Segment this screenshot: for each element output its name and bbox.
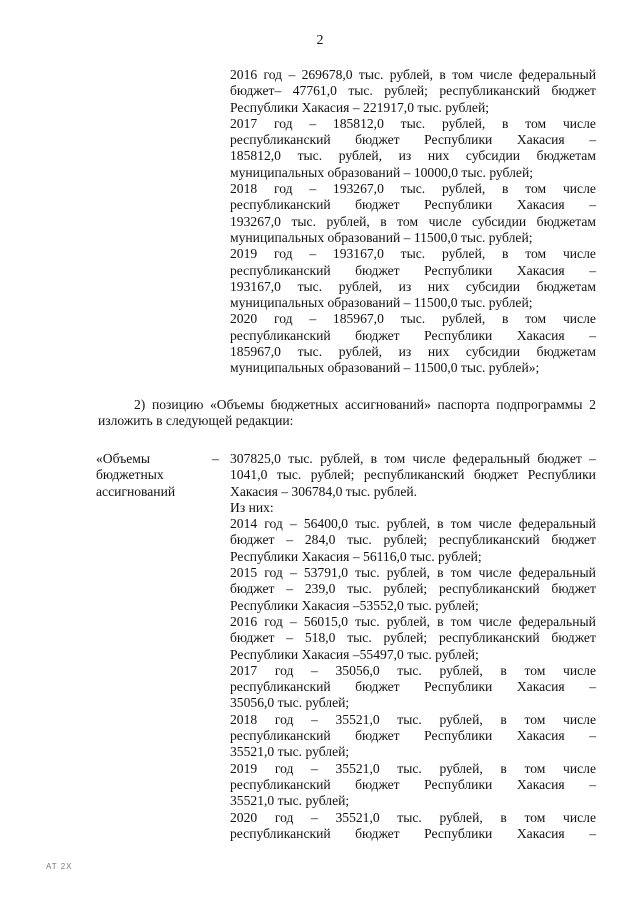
- text-line: [230, 279, 596, 295]
- word: –: [309, 246, 317, 262]
- text-line: муниципальных образований – 11500,0 тыс. рублей»;: [230, 360, 540, 376]
- text-line: [230, 516, 596, 532]
- text-line: [230, 197, 596, 213]
- word: субсидии: [472, 213, 527, 229]
- word: бюджет: [355, 679, 400, 695]
- word: бюджет: [355, 132, 400, 148]
- word: субсидии: [465, 344, 521, 360]
- word: тыс.: [397, 809, 422, 825]
- word: 193167,0: [332, 246, 384, 262]
- word: в: [380, 213, 387, 229]
- word: числе: [563, 662, 596, 678]
- word: 35056,0: [335, 662, 380, 678]
- word: в: [502, 115, 509, 131]
- word: –: [589, 679, 596, 695]
- text-line: [230, 344, 596, 360]
- word: бюджет: [230, 532, 275, 548]
- word: республиканский: [230, 825, 331, 841]
- word: 284,0: [304, 532, 336, 548]
- word: год: [274, 760, 294, 776]
- word: позицию: [151, 397, 204, 412]
- word: год: [263, 67, 283, 82]
- word: –: [589, 197, 596, 213]
- word: Республики: [424, 776, 493, 792]
- word: рублей,: [386, 613, 431, 629]
- word: них: [427, 278, 450, 294]
- word: бюджетам: [536, 148, 596, 164]
- word: 2020: [230, 311, 258, 327]
- word: тыс.: [297, 278, 323, 294]
- word: бюджет: [230, 630, 275, 646]
- word: республиканский: [230, 327, 331, 343]
- word: из: [398, 344, 412, 360]
- word: бюджет: [355, 776, 400, 792]
- text-line: [230, 328, 596, 344]
- text-line: [230, 83, 596, 99]
- word: республиканский: [230, 262, 331, 278]
- text-line: [230, 181, 596, 197]
- word: –: [289, 565, 297, 581]
- word: Хакасия: [516, 327, 565, 343]
- word: тыс.: [297, 148, 323, 164]
- text-line: [230, 826, 596, 842]
- word: бюджет: [355, 197, 400, 213]
- word: в: [439, 67, 446, 82]
- word: тыс.: [348, 83, 373, 99]
- word: Республики: [424, 327, 493, 343]
- text-line: 35521,0 тыс. рублей;: [230, 793, 350, 809]
- word: –: [289, 516, 297, 532]
- text-line: [230, 810, 596, 826]
- word: тыс.: [347, 532, 372, 548]
- word: 2017: [230, 662, 258, 678]
- word: бюджетам: [536, 344, 596, 360]
- text-line: [230, 728, 596, 744]
- word: в: [500, 760, 507, 776]
- word: рублей,: [338, 278, 383, 294]
- word: год: [274, 711, 294, 727]
- word: том: [525, 115, 547, 131]
- text-line: 35521,0 тыс. рублей;: [230, 744, 350, 760]
- word: рублей,: [439, 760, 483, 776]
- word: –: [311, 809, 318, 825]
- word: том: [525, 311, 547, 327]
- word: том: [525, 181, 547, 197]
- word: Республики: [424, 728, 493, 744]
- word: год: [264, 613, 283, 629]
- word: тыс.: [297, 344, 323, 360]
- text-line: [230, 761, 596, 777]
- word: 185967,0: [332, 311, 384, 327]
- word: –: [286, 532, 294, 548]
- word: субсидии: [465, 278, 521, 294]
- word: Хакасия: [516, 776, 565, 792]
- word: 2017: [230, 115, 258, 131]
- word: рублей,: [386, 516, 431, 532]
- word: «Объемы: [210, 397, 264, 412]
- word: –: [589, 451, 596, 466]
- word: –: [589, 776, 596, 792]
- word: числе: [412, 451, 446, 466]
- text-line: 35056,0 тыс. рублей;: [230, 695, 350, 711]
- word: бюджет: [537, 451, 582, 466]
- word: 35521,0: [335, 760, 380, 776]
- word: 2: [589, 397, 596, 412]
- word: бюджет: [473, 467, 519, 483]
- word: числе: [428, 213, 462, 229]
- word: 239,0: [304, 581, 336, 597]
- word: Хакасия: [516, 262, 565, 278]
- word: бюджет: [551, 581, 596, 597]
- word: том: [450, 565, 472, 581]
- text-line: [230, 532, 596, 548]
- word: –: [589, 728, 596, 744]
- word: том: [450, 516, 472, 532]
- word: рублей,: [439, 711, 483, 727]
- word: рублей,: [441, 311, 486, 327]
- word: из: [398, 278, 412, 294]
- word: рублей,: [320, 451, 364, 466]
- label-line: ассигнований: [96, 483, 176, 499]
- word: 518,0: [304, 630, 336, 646]
- text-line: Республики Хакасия – 221917,0 тыс. рублей;: [230, 99, 489, 115]
- word: республиканский: [439, 532, 540, 548]
- word: числе: [562, 311, 596, 327]
- word: Хакасия: [516, 679, 565, 695]
- word: в: [502, 246, 509, 262]
- amendment-intro-line: [98, 397, 596, 413]
- word: –: [589, 825, 596, 841]
- word: 193167,0: [230, 278, 281, 294]
- word: тыс.: [355, 613, 380, 629]
- word: подпрограммы: [496, 397, 583, 412]
- word: год: [274, 809, 294, 825]
- word: республиканский: [363, 467, 465, 483]
- word: рублей,: [439, 809, 483, 825]
- word: Республики: [527, 467, 596, 483]
- word: тыс.: [347, 630, 372, 646]
- word: 2015: [230, 565, 258, 581]
- word: числе: [563, 809, 596, 825]
- word: 2016: [230, 613, 258, 629]
- word: федеральный: [518, 516, 596, 532]
- word: тыс.: [347, 581, 372, 597]
- text-line: [230, 663, 596, 679]
- word: в: [500, 711, 507, 727]
- word: субсидии: [465, 148, 521, 164]
- word: том: [397, 213, 419, 229]
- amendment-intro: [98, 397, 596, 430]
- word: республиканский: [230, 728, 331, 744]
- word: в: [370, 451, 378, 466]
- word: тыс.: [400, 181, 426, 197]
- word: –: [311, 760, 318, 776]
- word: год: [264, 565, 283, 581]
- word: республиканский: [230, 679, 331, 695]
- word: рублей,: [441, 246, 486, 262]
- word: республиканский: [230, 132, 331, 148]
- word: федеральный: [518, 67, 596, 82]
- word: 2): [134, 397, 146, 412]
- word: –: [311, 662, 318, 678]
- word: том: [525, 246, 547, 262]
- text-line: [230, 630, 596, 646]
- word: тыс.: [400, 311, 426, 327]
- word: тыс.: [355, 516, 380, 532]
- word: бюджет–: [230, 83, 282, 99]
- word: –: [309, 181, 317, 197]
- word: числе: [563, 711, 596, 727]
- word: –: [589, 327, 596, 343]
- word: тыс.: [400, 246, 426, 262]
- word: бюджет: [551, 532, 596, 548]
- word: в: [437, 516, 444, 532]
- word: республиканский: [439, 581, 540, 597]
- word: –: [286, 581, 294, 597]
- word: –: [309, 115, 317, 131]
- word: бюджет: [355, 728, 400, 744]
- label-line: бюджетных: [96, 467, 164, 483]
- word: тыс.: [400, 115, 426, 131]
- text-line: [230, 581, 596, 597]
- word: том: [450, 613, 472, 629]
- word: 47761,0: [292, 83, 337, 99]
- budget-allocations-block: [230, 451, 596, 842]
- text-line: [230, 565, 596, 581]
- word: бюджетам: [536, 278, 596, 294]
- word: –: [589, 132, 596, 148]
- word: 193267,0: [230, 213, 281, 229]
- word: 2018: [230, 181, 258, 197]
- word: числе: [563, 760, 596, 776]
- word: рублей;: [310, 467, 355, 483]
- word: рублей,: [439, 662, 483, 678]
- word: год: [273, 115, 293, 131]
- word: в: [502, 181, 509, 197]
- word: тыс.: [397, 711, 422, 727]
- word: рублей;: [383, 532, 428, 548]
- word: 185812,0: [230, 148, 281, 164]
- word: Хакасия: [516, 728, 565, 744]
- word: год: [274, 662, 294, 678]
- word: –: [309, 311, 317, 327]
- page-number: 2: [316, 33, 324, 48]
- word: республиканский: [439, 83, 541, 99]
- word: в: [437, 613, 444, 629]
- word: 2019: [230, 760, 258, 776]
- word: том: [452, 67, 474, 82]
- word: бюджет: [551, 630, 596, 646]
- label-line: «Объемы: [96, 451, 150, 466]
- word: 193267,0: [332, 181, 384, 197]
- word: в: [500, 662, 507, 678]
- text-line: [230, 246, 596, 262]
- word: рублей,: [338, 344, 383, 360]
- word: –: [286, 630, 294, 646]
- word: 185812,0: [332, 115, 384, 131]
- word: тыс.: [276, 467, 302, 483]
- word: 269678,0: [301, 67, 353, 82]
- word: Республики: [424, 197, 493, 213]
- word: числе: [562, 246, 596, 262]
- word: в: [502, 311, 509, 327]
- word: числе: [478, 516, 512, 532]
- word: год: [264, 516, 283, 532]
- word: рублей,: [389, 67, 434, 82]
- word: 53791,0: [303, 565, 349, 581]
- text-line: Из них:: [230, 499, 274, 515]
- word: числе: [562, 181, 596, 197]
- word: числе: [562, 115, 596, 131]
- word: ассигнований»: [344, 397, 431, 412]
- word: рублей,: [441, 115, 486, 131]
- word: рублей;: [383, 630, 428, 646]
- word: Хакасия: [516, 825, 565, 841]
- text-line: Республики Хакасия –53552,0 тыс. рублей;: [230, 597, 479, 613]
- word: числе: [478, 565, 512, 581]
- word: бюджет: [551, 83, 596, 99]
- word: в: [437, 565, 444, 581]
- word: бюджет: [355, 327, 400, 343]
- word: Хакасия: [516, 197, 565, 213]
- word: бюджет: [355, 262, 400, 278]
- budget-allocations-label: [96, 451, 206, 500]
- word: Республики: [424, 825, 493, 841]
- word: –: [289, 613, 297, 629]
- word: них: [427, 148, 450, 164]
- word: рублей;: [383, 581, 428, 597]
- word: 2020: [230, 809, 258, 825]
- word: Республики: [424, 132, 493, 148]
- word: числе: [479, 67, 513, 82]
- text-line: [230, 214, 596, 230]
- text-line: [230, 467, 596, 483]
- word: числе: [478, 613, 512, 629]
- word: тыс.: [397, 760, 422, 776]
- word: Хакасия: [516, 132, 565, 148]
- word: республиканский: [230, 776, 331, 792]
- word: 185967,0: [230, 344, 281, 360]
- word: рублей,: [386, 565, 431, 581]
- text-line: [230, 614, 596, 630]
- word: том: [524, 711, 546, 727]
- text-line: [230, 148, 596, 164]
- word: рублей,: [326, 213, 370, 229]
- word: том: [524, 662, 546, 678]
- text-line: [230, 451, 596, 467]
- amendment-intro-line: изложить в следующей редакции:: [98, 413, 294, 429]
- word: них: [427, 344, 450, 360]
- word: 2018: [230, 711, 258, 727]
- word: 35521,0: [335, 809, 380, 825]
- text-line: [230, 67, 596, 83]
- word: год: [273, 181, 293, 197]
- text-line: муниципальных образований – 10000,0 тыс. рублей;: [230, 164, 533, 180]
- word: 1041,0: [230, 467, 268, 483]
- word: год: [273, 246, 293, 262]
- word: тыс.: [397, 662, 422, 678]
- word: Республики: [424, 679, 493, 695]
- word: –: [288, 67, 296, 82]
- word: республиканский: [439, 630, 540, 646]
- word: бюджет: [355, 825, 400, 841]
- word: рублей;: [384, 83, 428, 99]
- text-line: [230, 679, 596, 695]
- word: федеральный: [518, 613, 596, 629]
- word: федеральный: [518, 565, 596, 581]
- text-line: [230, 712, 596, 728]
- word: тыс.: [291, 213, 316, 229]
- word: 56015,0: [303, 613, 349, 629]
- word: тыс.: [358, 67, 384, 82]
- text-line: [230, 116, 596, 132]
- word: федеральный: [452, 451, 531, 466]
- budget-continuation-block: [230, 67, 596, 377]
- word: 35521,0: [335, 711, 380, 727]
- text-line: Хакасия – 306784,0 тыс. рублей.: [230, 483, 418, 499]
- text-line: [230, 311, 596, 327]
- label-dash: –: [212, 451, 219, 466]
- text-line: муниципальных образований – 11500,0 тыс. рублей;: [230, 229, 533, 245]
- word: в: [500, 809, 507, 825]
- word: 56400,0: [303, 516, 349, 532]
- word: том: [524, 760, 546, 776]
- text-line: [230, 263, 596, 279]
- text-line: [230, 132, 596, 148]
- word: том: [384, 451, 406, 466]
- word: тыс.: [288, 451, 313, 466]
- text-line: Республики Хакасия –55497,0 тыс. рублей;: [230, 646, 479, 662]
- word: бюджет: [230, 581, 275, 597]
- text-line: [230, 777, 596, 793]
- text-line: Республики Хакасия – 56116,0 тыс. рублей;: [230, 548, 482, 564]
- word: рублей,: [441, 181, 486, 197]
- word: бюджетам: [536, 213, 596, 229]
- footer-code: AT 2X: [46, 862, 73, 871]
- word: паспорта: [437, 397, 490, 412]
- word: 307825,0: [230, 451, 281, 466]
- word: из: [398, 148, 412, 164]
- word: –: [311, 711, 318, 727]
- word: –: [589, 262, 596, 278]
- word: год: [273, 311, 293, 327]
- word: бюджетных: [270, 397, 339, 412]
- word: рублей,: [338, 148, 383, 164]
- word: том: [524, 809, 546, 825]
- text-line: муниципальных образований – 11500,0 тыс. рублей;: [230, 295, 533, 311]
- word: республиканский: [230, 197, 331, 213]
- word: тыс.: [355, 565, 380, 581]
- word: Республики: [424, 262, 493, 278]
- word: 2016: [230, 67, 258, 82]
- word: 2014: [230, 516, 258, 532]
- word: 2019: [230, 246, 258, 262]
